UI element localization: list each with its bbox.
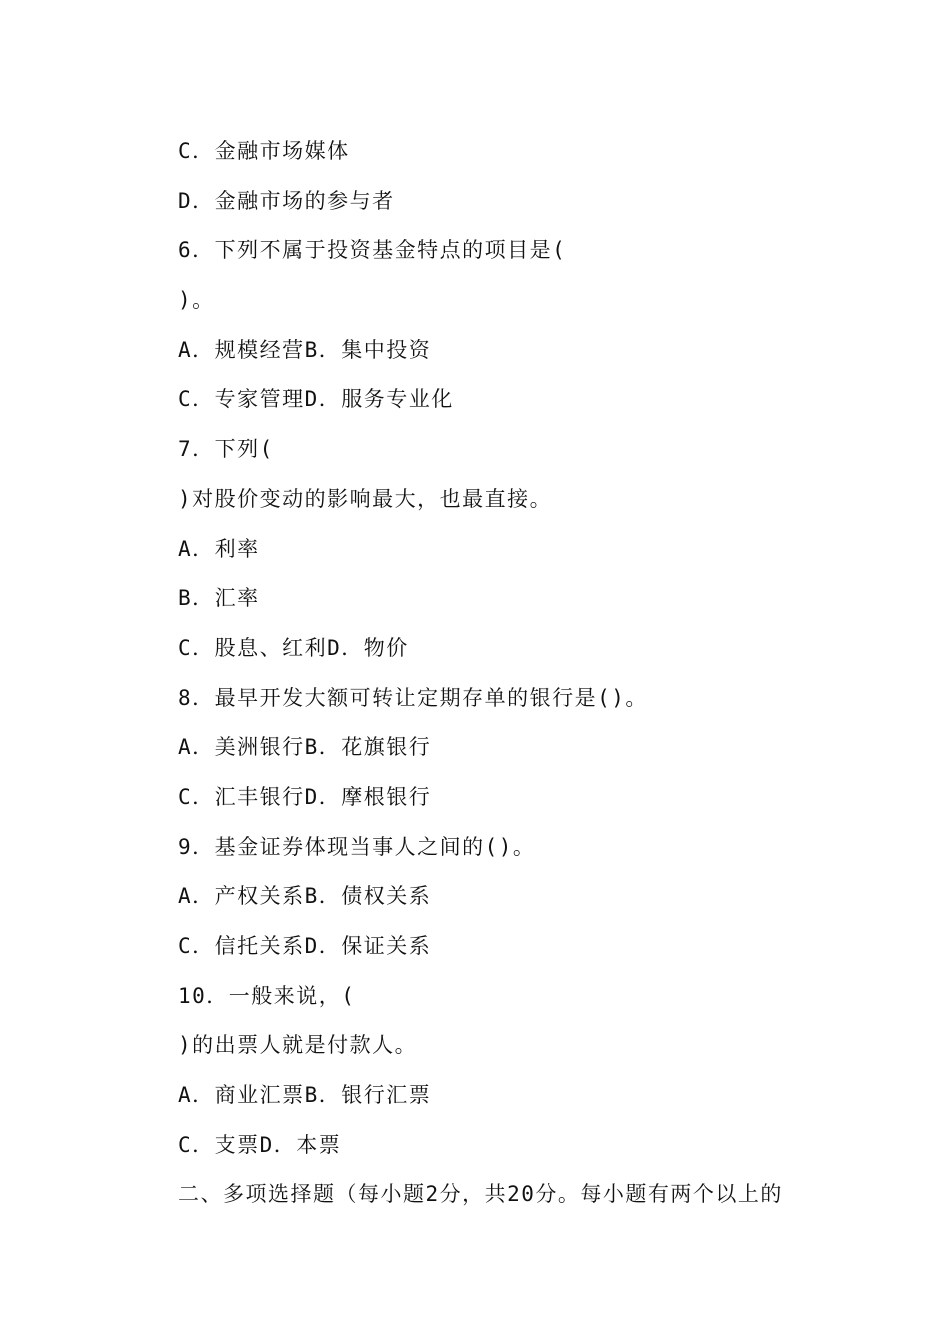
question-6-stem-continued: )。 xyxy=(178,288,215,313)
document-body xyxy=(178,133,878,1226)
question-8-stem: 8．最早开发大额可转让定期存单的银行是()。 xyxy=(178,685,648,710)
question-10-stem-continued: )的出票人就是付款人。 xyxy=(178,1033,418,1058)
question-9-stem: 9．基金证券体现当事人之间的()。 xyxy=(178,834,536,859)
option-line-9ab: A．产权关系B．债权关系 xyxy=(178,884,432,909)
option-line-5c: C．金融市场媒体 xyxy=(178,139,350,163)
option-line-6cd: C．专家管理D．服务专业化 xyxy=(178,387,454,412)
option-line-9cd: C．信托关系D．保证关系 xyxy=(178,934,432,958)
option-line-6ab: A．规模经营B．集中投资 xyxy=(178,337,432,362)
question-7-stem-continued: )对股价变动的影响最大，也最直接。 xyxy=(178,486,553,511)
option-line-7cd: C．股息、红利D．物价 xyxy=(178,635,409,660)
option-line-8cd: C．汇丰银行D．摩根银行 xyxy=(178,784,432,809)
option-line-10cd: C．支票D．本票 xyxy=(178,1132,342,1157)
question-6-stem: 6．下列不属于投资基金特点的项目是( xyxy=(178,238,567,263)
question-10-stem: 10．一般来说，( xyxy=(178,983,356,1008)
option-line-7b: B．汇率 xyxy=(178,586,260,611)
question-7-stem: 7．下列( xyxy=(178,437,274,462)
option-line-10ab: A．商业汇票B．银行汇票 xyxy=(178,1083,432,1108)
section-heading-multiple-choice: 二、多项选择题（每小题2分，共20分。每小题有两个以上的 xyxy=(178,1182,783,1207)
option-line-7a: A．利率 xyxy=(178,536,260,561)
option-line-5d: D．金融市场的参与者 xyxy=(178,188,395,213)
option-line-8ab: A．美洲银行B．花旗银行 xyxy=(178,735,432,760)
